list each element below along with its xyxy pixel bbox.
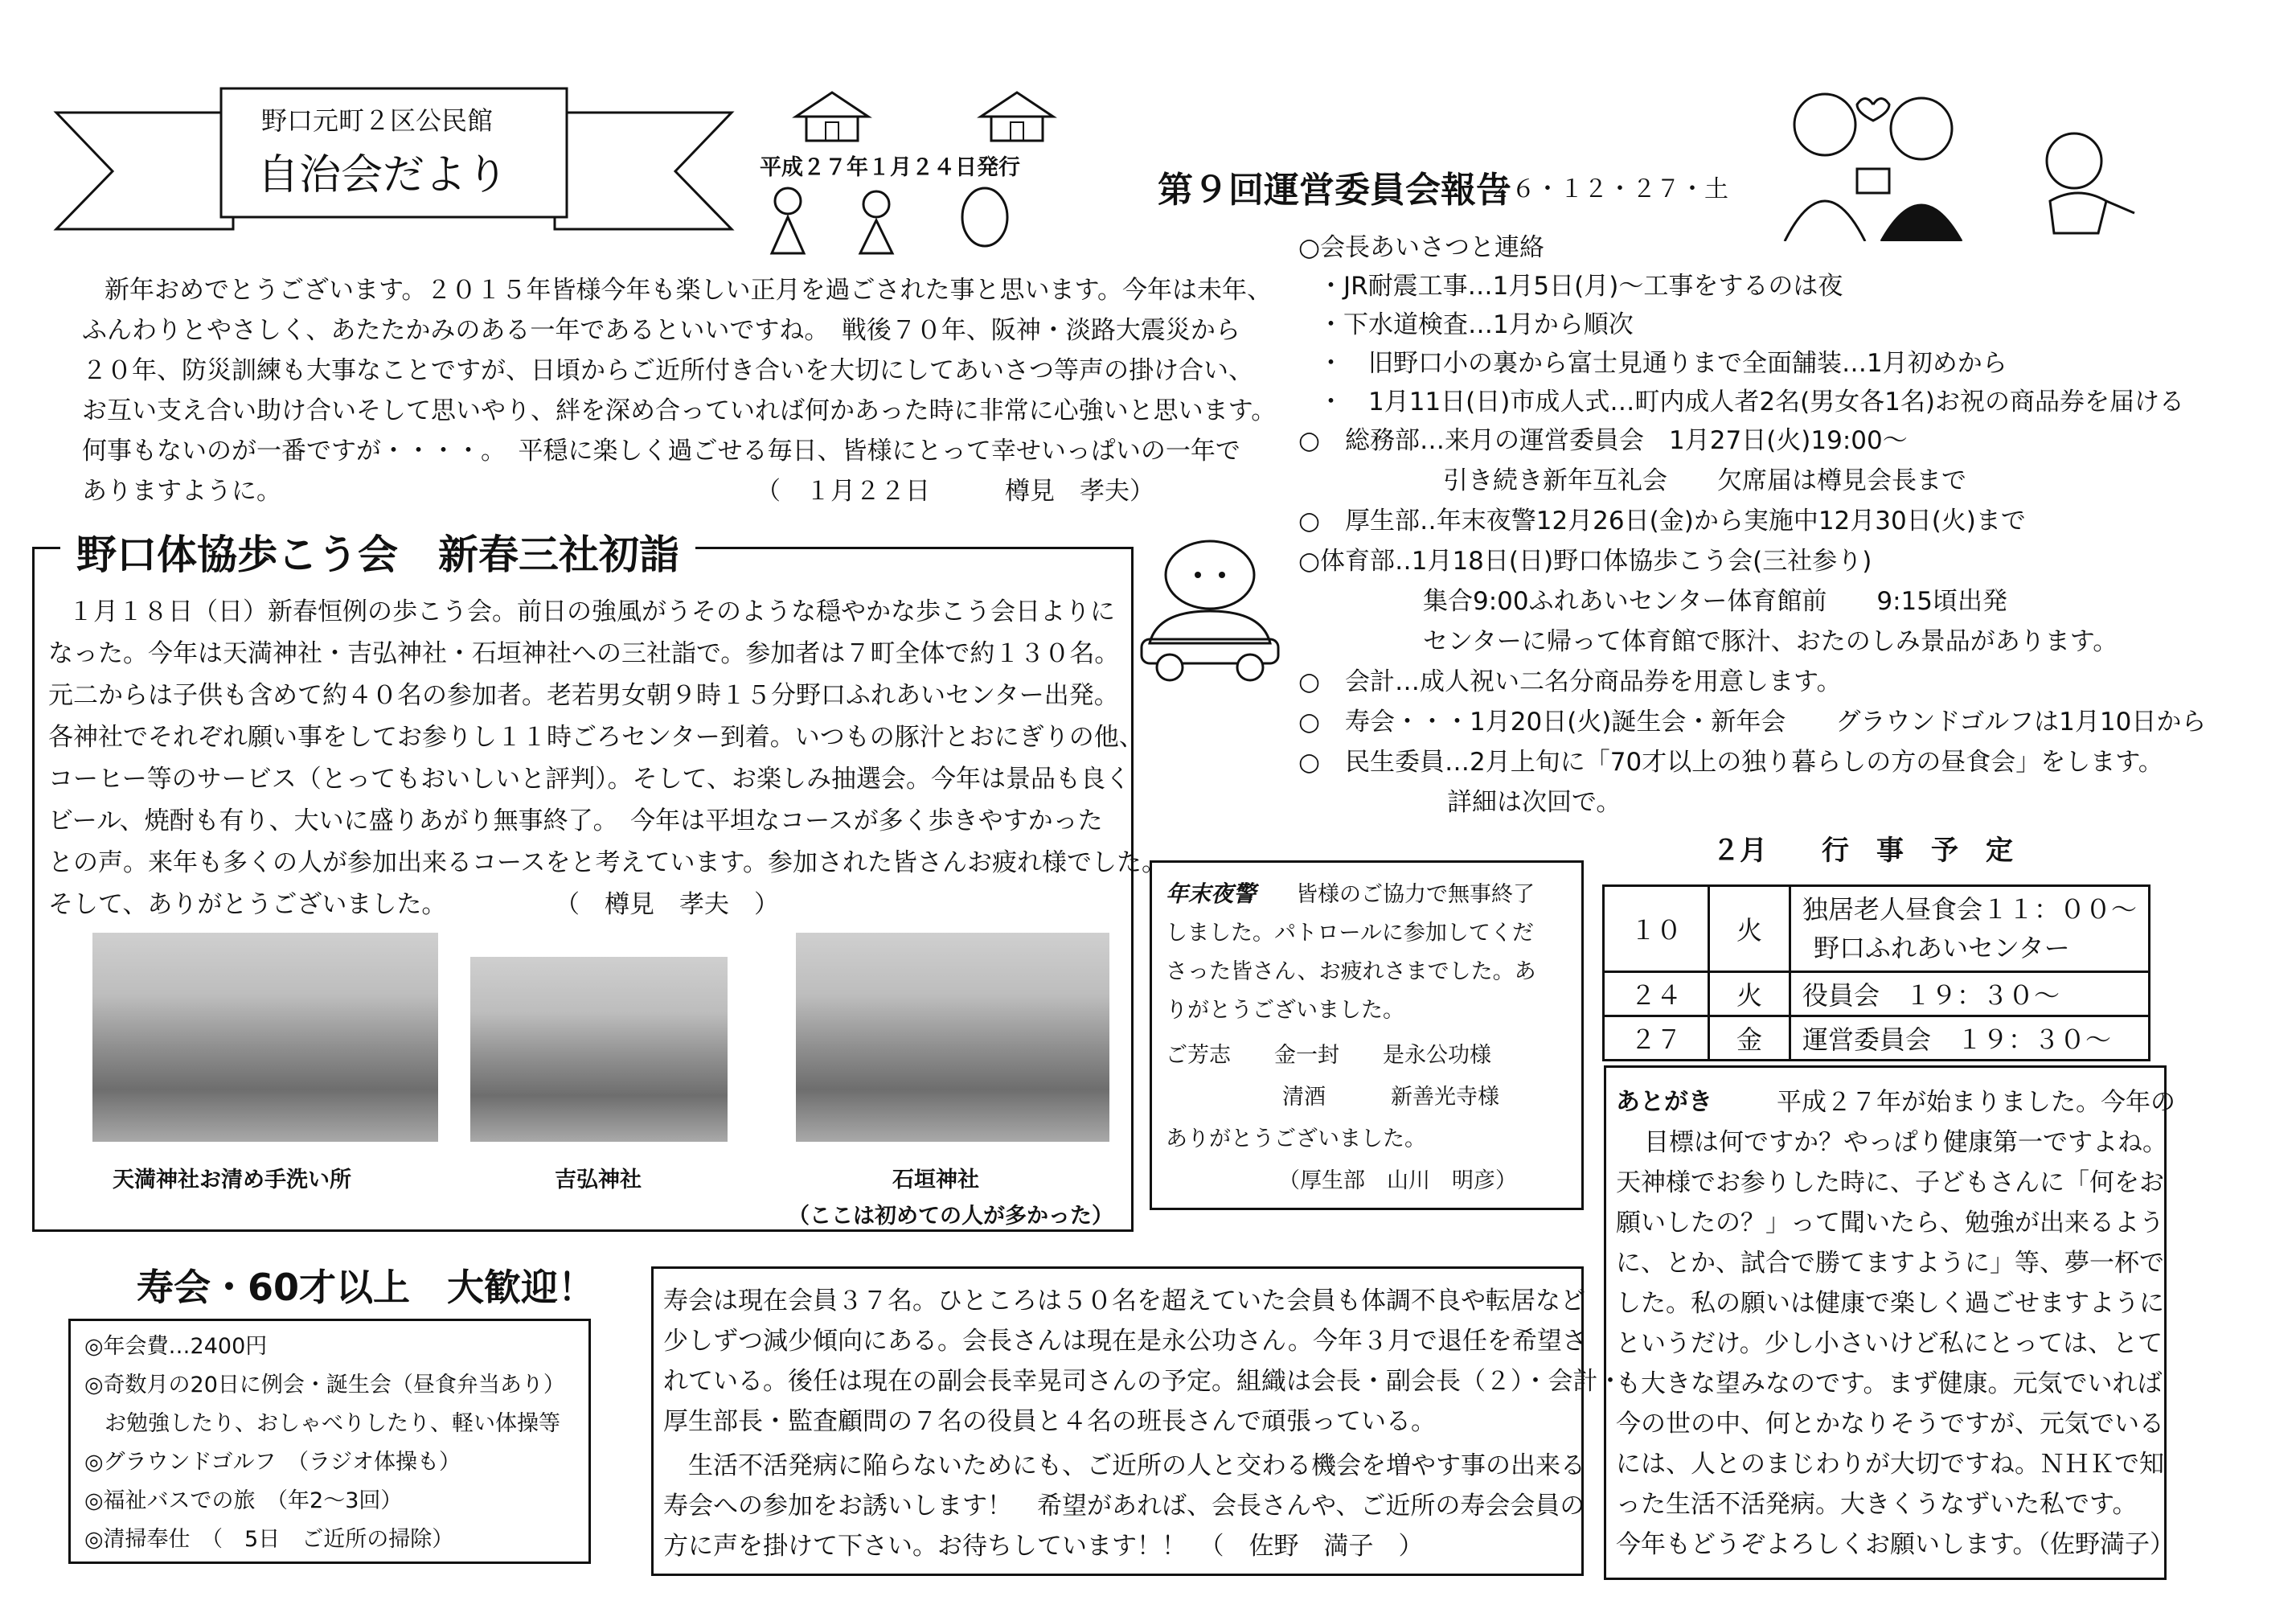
kotobuki-item: お勉強したり、おしゃべりしたり、軽い体操等 [105, 1411, 560, 1436]
dancing-character-illustration [2018, 121, 2138, 249]
walk-line: １月１８日（日）新春恒例の歩こう会。前日の強風がうそのような穏やかな歩こう会日よりに [68, 597, 1115, 626]
greeting-line: お互い支え合い助け合いそして思いやり、絆を深め合っていれば何かあった時に非常に心強いと思います。 [82, 396, 1277, 425]
patrol-line: さった皆さん、お疲れさまでした。あ [1166, 959, 1536, 984]
schedule-day: ２７ [1604, 1016, 1709, 1061]
patrol-line: 皆様のご協力で無事終了 [1296, 882, 1535, 907]
patrol-line: 清酒 新善光寺様 [1282, 1085, 1499, 1110]
schedule-day: ２４ [1604, 972, 1709, 1016]
committee-line: ○体育部‥1月18日(日)野口体協歩こう会(三社参り) [1298, 547, 1872, 576]
org-name: 野口元町２区公民館 [261, 105, 494, 136]
patrol-line: ありがとうございました。 [1166, 1126, 1426, 1151]
committee-line: ○ 民生委員…2月上旬に「70才以上の独り暮らしの方の昼食会」をします。 [1298, 748, 2163, 777]
photo-yoshihiro [470, 957, 728, 1142]
house-icon [792, 88, 872, 145]
schedule-weekday: 金 [1709, 1016, 1790, 1061]
patrol-box [1150, 860, 1584, 1210]
greeting-line: ２０年、防災訓練も大事なことですが、日頃からご近所付き合いを大切にしてあいさつ等声の掛け合い、 [82, 356, 1253, 385]
committee-line: 集合9:00ふれあいセンター体育館前 9:15頃出発 [1423, 587, 2007, 616]
committee-title: 第９回運営委員会報告 [1158, 170, 1511, 211]
kotobuki-item: ◎年会費…2400円 [84, 1334, 268, 1359]
caption-temman: 天満神社お清め手洗い所 [113, 1168, 351, 1192]
walk-line: との声。来年も多くの人が参加出来るコースをと考えています。参加された皆さんお疲れ様でした。 [48, 848, 1166, 877]
article-line: 少しずつ減少傾向にある。会長さんは現在是永公功さん。今年３月で退任を希望さ [663, 1327, 1587, 1356]
article-line: 生活不活発病に陥らないためにも、ご近所の人と交わる機会を増やす事の出来る [663, 1451, 1585, 1480]
atogaki-line: も大きな望みなのです。まず健康。元気でいれば [1616, 1369, 2163, 1398]
committee-line: 詳細は次回で。 [1447, 788, 1622, 817]
walk-line: ビール、焼酎も有り、大いに盛りあがり無事終了。 今年は平坦なコースが多く歩きやすかった [48, 806, 1103, 835]
committee-line: ・ 旧野口小の裏から富士見通りまで全面舗装…1月初めから [1318, 349, 2007, 378]
committee-line: センターに帰って体育館で豚汁、おたのしみ景品があります。 [1423, 627, 2118, 656]
banner [48, 76, 740, 245]
sheep-car-illustration [1134, 535, 1286, 683]
kids-illustration [756, 185, 1029, 257]
atogaki-line: には、人とのまじわりが大切ですね。ＮＨＫで知 [1616, 1450, 2164, 1479]
committee-line: ・ 1月11日(日)市成人式…町内成人者2名(男女各1名)お祝の商品券を届ける [1318, 388, 2184, 417]
atogaki-line: 今の世の中、何とかなりそうですが、元気でいる [1616, 1410, 2164, 1438]
greeting-line: ふんわりとやさしく、あたたかみのある一年であるといいですね。 戦後７０年、阪神・淡路大震災から [82, 316, 1240, 345]
greeting-signature: （ １月２２日 樽見 孝夫） [756, 477, 1154, 506]
patrol-line: しました。パトロールに参加してくだ [1166, 921, 1534, 946]
schedule-event-text: 独居老人昼食会１１：００～ [1802, 894, 2138, 925]
committee-line: ○ 総務部…来月の運営委員会 1月27日(火)19:00～ [1298, 426, 1908, 455]
table-row [1604, 1016, 2150, 1061]
committee-line: ・JR耐震工事…1月5日(月)～工事をするのは夜 [1318, 272, 1843, 301]
atogaki-line: 天神様でお参りした時に、子どもさんに「何をお [1616, 1168, 2164, 1197]
walk-line: コーヒー等のサービス（とってもおいしいと評判）。そして、お楽しみ抽選会。今年は景品も良く [48, 765, 1131, 794]
committee-line: ○会長あいさつと連絡 [1298, 233, 1545, 262]
schedule-weekday: 火 [1709, 972, 1790, 1016]
article-line: 寿会への参加をお誘いします！ 希望があれば、会長さんや、ご近所の寿会会員の [663, 1492, 1585, 1520]
atogaki-heading: あとがき [1616, 1088, 1712, 1116]
atogaki-line: に、とか、試合で勝てますように」等、夢一杯で [1616, 1249, 2164, 1278]
committee-line: ○ 会計…成人祝い二名分商品券を用意します。 [1298, 667, 1842, 696]
schedule-event: 運営委員会 １９：３０～ [1790, 1016, 2150, 1061]
issue-date: 平成２７年１月２４日発行 [760, 155, 1020, 180]
greeting-line: 何事もないのが一番ですが・・・・。 平穏に楽しく過ごせる毎日、皆様にとって幸せいっぱいの一年で [82, 437, 1240, 466]
atogaki-line: した。私の願いは健康で楽しく過ごせますように [1616, 1289, 2164, 1318]
walk-line: 各神社でそれぞれ願い事をしてお参りし１１時ごろセンター到着。いつもの豚汁とおにぎりの他、 [48, 723, 1144, 752]
atogaki-line: 今年もどうぞよろしくお願いします。（佐野満子） [1616, 1530, 2175, 1559]
article-line: 寿会は現在会員３７名。ひところは５０名を超えていた会員も体調不良や転居など [663, 1287, 1585, 1315]
atogaki-line: 目標は何ですか？やっぱり健康第一ですよね。 [1644, 1128, 2167, 1157]
committee-line: 引き続き新年互礼会 欠席届は樽見会長まで [1443, 466, 1966, 495]
house-icon [977, 88, 1057, 145]
caption-yoshihiro: 吉弘神社 [555, 1168, 642, 1192]
article-line: 厚生部長・監査顧問の７名の役員と４名の班長さんで頑張っている。 [663, 1407, 1436, 1436]
article-line: れている。後任は現在の副会長幸晃司さんの予定。組織は会長・副会長（２）・会計・ [663, 1367, 1623, 1396]
patrol-line: りがとうございました。 [1166, 998, 1404, 1023]
photo-temman [92, 933, 438, 1142]
walk-signature: （ 樽見 孝夫 ） [555, 890, 779, 919]
atogaki-line: った生活不活発病。大きくうなずいた私です。 [1616, 1490, 2138, 1519]
article-line: 方に声を掛けて下さい。お待ちしています！！ （ 佐野 満子 ） [663, 1532, 1424, 1561]
greeting-line: ありますように。 [82, 477, 281, 506]
kotobuki-title: 寿会・60才以上 大歓迎！ [137, 1266, 596, 1309]
walk-line: そして、ありがとうございました。 [48, 890, 447, 919]
atogaki-line: というだけ。少し小さいけど私にとっては、とて [1616, 1329, 2163, 1358]
kotobuki-item: ◎清掃奉仕 （ 5日 ご近所の掃除） [84, 1527, 454, 1552]
patrol-heading: 年末夜警 [1166, 880, 1257, 907]
caption-ishigaki: 石垣神社 [892, 1168, 979, 1192]
schedule-table [1602, 884, 2150, 1061]
kotobuki-item: ◎福祉バスでの旅 （年2～3回） [84, 1488, 403, 1513]
committee-line: ○ 厚生部‥年末夜警12月26日(金)から実施中12月30日(火)まで [1298, 507, 2026, 536]
couple-illustration [1753, 80, 1994, 241]
newsletter-title: 自治会だより [257, 151, 509, 199]
schedule-event: 役員会 １９：３０～ [1790, 972, 2150, 1016]
walk-title: 野口体協歩こう会 新春三社初詣 [60, 523, 695, 581]
greeting-line: 新年おめでとうございます。２０１５年皆様今年も楽しい正月を過ごされた事と思います。今年は未年、 [105, 276, 1273, 305]
atogaki-line: 平成２７年が始まりました。今年の [1777, 1088, 2175, 1117]
patrol-line: ご芳志 金一封 是永公功様 [1166, 1043, 1491, 1068]
schedule-weekday: 火 [1709, 886, 1790, 972]
committee-line: ○ 寿会・・・1月20日(火)誕生会・新年会 グラウンドゴルフは1月10日から [1298, 708, 2207, 737]
schedule-title: ２月 行 事 予 定 [1712, 835, 2013, 867]
committee-date: ２６・１２・２７・土 [1487, 175, 1728, 203]
kotobuki-item: ◎奇数月の20日に例会・誕生会（昼食弁当あり） [84, 1373, 565, 1397]
schedule-event-text: 野口ふれあいセンター [1814, 933, 2070, 963]
table-row [1604, 972, 2150, 1016]
schedule-day: １０ [1604, 886, 1709, 972]
table-row [1604, 886, 2150, 972]
committee-line: ・下水道検査…1月から順次 [1318, 310, 1634, 339]
atogaki-line: 願いしたの？」って聞いたら、勉強が出来るよう [1616, 1209, 2164, 1237]
walk-line: 元二からは子供も含めて約４０名の参加者。老若男女朝９時１５分野口ふれあいセンター出発。 [48, 681, 1119, 710]
kotobuki-item: ◎グラウンドゴルフ （ラジオ体操も） [84, 1450, 461, 1475]
patrol-line: （厚生部 山川 明彦） [1278, 1168, 1517, 1193]
walk-line: なった。今年は天満神社・吉弘神社・石垣神社への三社詣で。参加者は７町全体で約１３０名。 [48, 639, 1120, 668]
caption-ishigaki-note: （ここは初めての人が多かった） [788, 1204, 1113, 1229]
photo-ishigaki [796, 933, 1109, 1142]
schedule-event [1790, 886, 2150, 972]
